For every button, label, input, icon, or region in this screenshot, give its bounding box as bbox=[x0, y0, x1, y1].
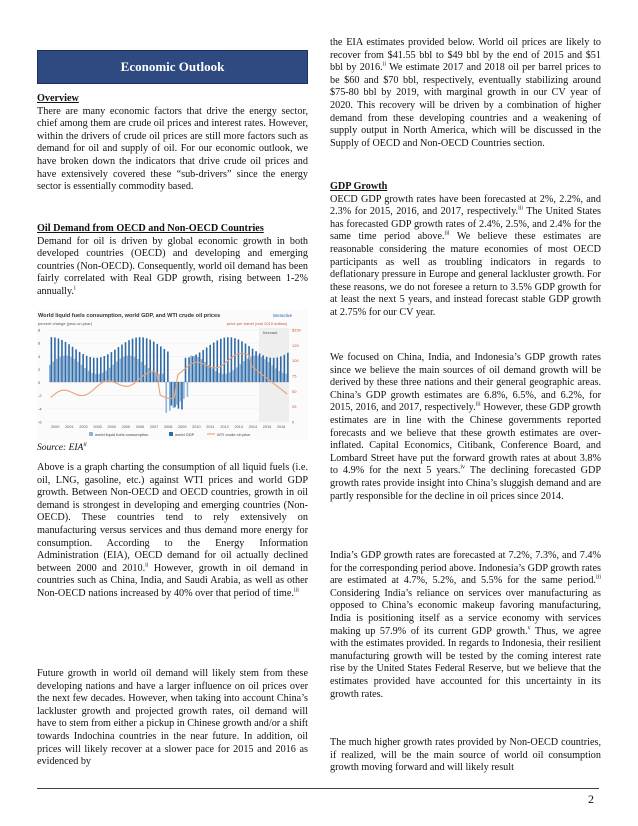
figure-title: World liquid fuels consumption, world GDP, and WTI crude oil prices bbox=[38, 313, 221, 319]
year-label: 2006 bbox=[135, 425, 145, 429]
legend-consumption: world liquid fuels consumption bbox=[95, 432, 149, 437]
overview-section bbox=[37, 93, 308, 194]
gdp-bar bbox=[238, 339, 240, 382]
gdp-bar bbox=[65, 342, 67, 382]
gdp-bar bbox=[171, 382, 173, 405]
consumption-bar bbox=[127, 356, 129, 382]
banner bbox=[37, 50, 308, 84]
gdp-bar bbox=[132, 339, 134, 382]
india-text: India’s GDP growth rates are forecasted at 7.2%, 7.3%, and 7.4% for the corresponding period above. Indonesia’s GDP growth rates are estimated at 4.7%, 5.2%, and 5.5% for the same period.$^{iii}$ Considering India’s reliance on services over manufacturing as opposed to China’s economic makeup favoring manufacturing, India is positioning itself as a service economy with services making up 57.9% of its current GDP growth.$^v$ Thus, we agree with the estimates provided. In regards to Indonesia, their resilient manufacturing growth will be tested by the coming interest rate rise by the United States Federal Reserve, but we believe that the estimates provided have accounted for this uncertainty in its growth rates. bbox=[330, 550, 601, 700]
left-tick-label: 4 bbox=[38, 353, 41, 359]
year-label: 2009 bbox=[178, 425, 187, 429]
gdp-bar bbox=[79, 352, 81, 382]
consumption-bar bbox=[88, 371, 90, 382]
legend-gdp: world GDP bbox=[175, 432, 195, 437]
consumption-bar bbox=[278, 371, 280, 382]
consumption-bar bbox=[67, 356, 69, 382]
consumption-bar bbox=[123, 357, 125, 382]
gdp-bar bbox=[199, 352, 201, 382]
gdp-bar bbox=[220, 339, 222, 382]
consumption-bar bbox=[173, 382, 175, 408]
gdp-bar bbox=[273, 358, 275, 382]
gdp-bar bbox=[160, 346, 162, 382]
right-tick-label: 125 bbox=[292, 342, 299, 348]
footnote-ref: i bbox=[73, 285, 76, 292]
gdp-bar bbox=[255, 351, 257, 382]
gdp-bar bbox=[185, 358, 187, 382]
gdp-bar bbox=[128, 340, 130, 382]
consumption-bar bbox=[218, 373, 220, 382]
consumption-bar bbox=[102, 373, 104, 382]
left-tick-label: -2 bbox=[38, 393, 42, 399]
gdp-bar bbox=[209, 345, 211, 382]
oil-chart-figure bbox=[37, 310, 308, 440]
oil-chart bbox=[37, 310, 308, 440]
gdp-bar bbox=[135, 338, 137, 382]
year-label: 2014 bbox=[248, 425, 258, 429]
right-tick-label: 100 bbox=[292, 358, 299, 364]
china-section bbox=[330, 352, 601, 503]
year-label: 2015 bbox=[262, 425, 272, 429]
consumption-bar bbox=[53, 362, 55, 382]
right-tick-label: 50 bbox=[292, 388, 297, 394]
consumption-bar bbox=[236, 367, 238, 382]
consumption-bar bbox=[187, 382, 189, 397]
consumption-bar bbox=[91, 373, 93, 382]
year-labels bbox=[51, 425, 285, 429]
year-label: 2010 bbox=[192, 425, 201, 429]
right-axis-label: price per barrel (real 2010 dollars) bbox=[227, 321, 288, 326]
gdp-bar bbox=[149, 340, 151, 382]
gdp-bar bbox=[248, 346, 250, 382]
consumption-bar bbox=[77, 362, 79, 382]
gdp-bar bbox=[284, 355, 286, 382]
gdp-bar bbox=[164, 349, 166, 382]
gdp-bar bbox=[107, 354, 109, 382]
gdp-bar bbox=[61, 340, 63, 382]
consumption-bar bbox=[233, 370, 235, 382]
gdp-bar bbox=[121, 345, 123, 382]
consumption-bar bbox=[190, 356, 192, 382]
interactive-label: interactive bbox=[273, 313, 293, 318]
non-oecd-section bbox=[330, 737, 601, 775]
non-oecd-text: The much higher growth rates provided by Non-OECD countries, if realized, will be the main source of world oil consumption growth moving forward and will likely result bbox=[330, 737, 601, 774]
consumption-bar bbox=[81, 365, 83, 382]
year-label: 2012 bbox=[220, 425, 229, 429]
future-growth bbox=[37, 668, 308, 769]
left-tick-label: 6 bbox=[38, 340, 41, 346]
consumption-bar bbox=[271, 365, 273, 382]
gdp-bar bbox=[195, 355, 197, 382]
consumption-bar bbox=[49, 365, 51, 382]
consumption-bar bbox=[120, 359, 122, 382]
gdp-bar bbox=[114, 350, 116, 382]
gdp-bar bbox=[259, 353, 261, 382]
year-label: 2004 bbox=[107, 425, 116, 429]
graph-discussion-text: Above is a graph charting the consumption of all liquid fuels (i.e. oil, LNG, gasoline, etc.) against WTI prices and world GDP growth. Between Non-OECD and OECD countries, growth in oil demand is strongest in developing and emerging countries (Non-OECD). These countries tend to rely extensively on manufacturing versus services and thus demand more energy for consumption. According to the Energy Information Administration (EIA), OECD demand for oil actually declined between 2000 and 2010.$^{ii}$ However, growth in oil demand in countries such as China, India, and Saudi Arabia, as well as other Non-OECD nations increased by 40% over that period of time.$^{iii}$ bbox=[37, 462, 308, 599]
gdp-bar bbox=[58, 338, 60, 382]
consumption-bar bbox=[137, 359, 139, 382]
consumption-bar bbox=[113, 365, 115, 382]
gdp-bar bbox=[82, 354, 84, 382]
consumption-bar bbox=[243, 361, 245, 382]
consumption-bar bbox=[211, 368, 213, 382]
consumption-bar bbox=[60, 357, 62, 382]
gdp-bar bbox=[100, 357, 102, 382]
gdp-bar bbox=[213, 342, 215, 382]
year-label: 2000 bbox=[51, 425, 60, 429]
consumption-bar bbox=[169, 382, 171, 411]
gdp-bar bbox=[86, 356, 88, 382]
consumption-bar bbox=[56, 359, 58, 382]
gdp-bar bbox=[269, 358, 271, 382]
gdp-bar bbox=[262, 355, 264, 382]
gdp-bar bbox=[72, 347, 74, 382]
gdp-bar bbox=[125, 342, 127, 382]
left-tick-label: -6 bbox=[38, 419, 42, 425]
gdp-bar bbox=[146, 338, 148, 382]
right-tick-label: $150 bbox=[292, 327, 301, 333]
consumption-bar bbox=[148, 368, 150, 382]
consumption-bar bbox=[105, 371, 107, 382]
consumption-bar bbox=[285, 374, 287, 382]
consumption-bar bbox=[240, 364, 242, 382]
oil-demand-heading: Oil Demand from OECD and Non-OECD Countries bbox=[37, 223, 264, 234]
gdp-bar bbox=[68, 344, 70, 382]
gdp-bar bbox=[224, 338, 226, 382]
consumption-bar bbox=[95, 374, 97, 382]
gdp-bar bbox=[139, 337, 141, 382]
gdp-bar bbox=[153, 342, 155, 382]
consumption-bar bbox=[225, 374, 227, 382]
gdp-growth-section bbox=[330, 181, 601, 320]
gdp-bar bbox=[280, 356, 282, 382]
china-text: We focused on China, India, and Indonesia’s GDP growth rates since we believe the main sources of oil demand growth will be derived by these three nations and their general geographic areas. China’s GDP growth estimates are 6.8%, 6.5%, and 6.2%, for 2015, 2016, and 2017, respectively.$^{iii}$ However, these GDP growth estimates are in line with the Chinese governments reported forecasts and we believe that these growth estimates are over-inflated. Capital Economics, Citibank, Conference Board, and Lombard Street have put the forward growth rates at about 3.8% to 4.9% for the next 5 years.$^{iv}$ The declining forecasted GDP growth rates provide insight into China’s sluggish demand and are partly responsible for the decline in oil prices since 2014. bbox=[330, 352, 601, 502]
gdp-bar bbox=[118, 347, 120, 382]
graph-discussion bbox=[37, 462, 308, 601]
oil-demand-section bbox=[37, 223, 308, 299]
consumption-bar bbox=[247, 358, 249, 382]
gdp-bar bbox=[178, 382, 180, 409]
left-tick-label: 8 bbox=[38, 327, 41, 333]
year-label: 2001 bbox=[65, 425, 74, 429]
gdp-bar bbox=[75, 349, 77, 382]
consumption-bar bbox=[134, 357, 136, 382]
gdp-bar bbox=[202, 350, 204, 382]
consumption-bar bbox=[229, 372, 231, 382]
consumption-bar bbox=[98, 374, 100, 382]
gdp-bar bbox=[245, 344, 247, 382]
eia-estimates bbox=[330, 37, 601, 150]
overview-heading: Overview bbox=[37, 93, 79, 104]
gdp-bar bbox=[89, 357, 91, 382]
left-axis-label: percent change (year-on-year) bbox=[38, 321, 93, 326]
right-tick-label: 25 bbox=[292, 404, 297, 410]
consumption-bar bbox=[180, 382, 182, 402]
overview-text: There are many economic factors that drive the energy sector, chief among them are crude oil prices and interest rates. However, within the drivers of crude oil prices are still more factors such as demand for oil and supply of oil. For our economic outlook, we have broken down the indicators that drive crude oil prices and have extensively covered these “sub-drivers” since the energy sector is essentially commodity based. bbox=[37, 105, 308, 193]
consumption-bar bbox=[109, 368, 111, 382]
gdp-bar bbox=[93, 358, 95, 382]
consumption-bar bbox=[63, 356, 65, 382]
future-growth-text: Future growth in world oil demand will likely stem from these developing nations and have a larger influence on oil prices over the next few decades. However, when taking into account China’s lackluster growth and projected growth rates, oil demand will have to stem from either a pickup in Chinese growth and/or a shift towards Indochina countries in the near future. In addition, oil prices will likely recover at a slower pace for 2015 and 2016 as evidenced by bbox=[37, 668, 308, 768]
consumption-bar bbox=[282, 373, 284, 382]
consumption-bar bbox=[183, 382, 185, 399]
consumption-bar bbox=[84, 368, 86, 382]
year-label: 2008 bbox=[163, 425, 173, 429]
india-section bbox=[330, 550, 601, 701]
gdp-bar bbox=[234, 338, 236, 382]
gdp-bar bbox=[51, 337, 53, 382]
gdp-bar bbox=[188, 357, 190, 382]
year-label: 2005 bbox=[121, 425, 131, 429]
gdp-bar bbox=[181, 382, 183, 409]
banner-title: Economic Outlook bbox=[120, 59, 225, 74]
consumption-bar bbox=[275, 368, 277, 382]
gdp-bar bbox=[287, 353, 289, 382]
gdp-bar bbox=[276, 357, 278, 382]
forecast-label: forecast bbox=[263, 330, 278, 335]
consumption-bar bbox=[215, 371, 217, 382]
consumption-bar bbox=[162, 374, 164, 382]
gdp-bar bbox=[192, 356, 194, 382]
year-label: 2002 bbox=[79, 425, 88, 429]
footer-rule bbox=[37, 788, 599, 789]
consumption-bar bbox=[151, 371, 153, 382]
gdp-growth-heading: GDP Growth bbox=[330, 181, 388, 192]
gdp-growth-text: OECD GDP growth rates have been forecasted at 2%, 2.2%, and 2.3% for 2015, 2016, and 2017, respectively.$^{iii}$ The United States has forecasted GDP growth rates of 2.4%, 2.5%, and 2.4% for the same time period above.$^{iii}$ We believe these estimates are reasonable considering the mature economies of most OECD participants as well as troubling indicators in regards to deflationary pressure in Europe and general lackluster growth. For these reasons, we do not foresee a return to 3.5% GDP growth for at least the next 5 years, and instead forecast stable GDP growth at 2.75% for our CV year. bbox=[330, 193, 602, 318]
left-tick-label: 2 bbox=[38, 366, 41, 372]
left-tick-label: 0 bbox=[38, 380, 41, 386]
consumption-bar bbox=[194, 356, 196, 382]
consumption-bar bbox=[264, 359, 266, 382]
oil-demand-text: Demand for oil is driven by global economic growth in both developed countries (OECD) and developing and emerging countries (Non-OECD). Consequently, world oil demand has been fairly correlated with Real GDP growth, rising between 1-2% annually.$^i$ bbox=[37, 235, 308, 297]
consumption-bar bbox=[74, 359, 76, 382]
eia-estimates-text: the EIA estimates provided below. World oil prices are likely to recover from $41.55 bbl to $49 bbl by the end of 2015 and $51 bbl by 2016.$^{ii}$ We estimate 2017 and 2018 oil per barrel prices to be $60 and $70 bbl, respectively, eventually stabilizing around $75-80 bbl by 2019, with marginal growth in our CV year of 2020. This recovery will be driven by a combination of higher demand from these developing countries and a weakening of supply output in North America, which will be discussed in the Supply of OECD and Non-OECD Countries section. bbox=[330, 37, 601, 149]
gdp-bar bbox=[111, 352, 113, 382]
consumption-bar bbox=[116, 361, 118, 382]
consumption-bar bbox=[158, 374, 160, 382]
right-tick-label: 75 bbox=[292, 373, 297, 379]
consumption-bar bbox=[155, 373, 157, 382]
gdp-bar bbox=[104, 356, 106, 382]
year-label: 2003 bbox=[93, 425, 102, 429]
consumption-bar bbox=[208, 365, 210, 382]
gdp-bar bbox=[167, 351, 169, 382]
gdp-bar bbox=[231, 337, 233, 382]
gdp-bar bbox=[54, 337, 56, 382]
legend-wti: WTI crude oil price bbox=[217, 432, 251, 437]
year-label: 2007 bbox=[149, 425, 159, 429]
year-label: 2016 bbox=[276, 425, 286, 429]
consumption-bar bbox=[141, 362, 143, 382]
gdp-bar bbox=[241, 341, 243, 382]
gdp-bar bbox=[96, 358, 98, 382]
left-tick-label: -4 bbox=[38, 406, 42, 412]
gdp-bar bbox=[216, 340, 218, 382]
consumption-bar bbox=[130, 356, 132, 382]
page-number: 2 bbox=[588, 792, 594, 806]
consumption-bar bbox=[197, 357, 199, 382]
consumption-bar bbox=[257, 356, 259, 382]
source-caption: Source: EIA$^{ii}$ bbox=[37, 441, 87, 453]
year-label: 2011 bbox=[206, 425, 215, 429]
consumption-bar bbox=[261, 357, 263, 382]
year-label: 2013 bbox=[234, 425, 243, 429]
consumption-bar bbox=[222, 374, 224, 382]
consumption-bar bbox=[70, 357, 72, 382]
right-tick-label: 0 bbox=[292, 419, 295, 425]
